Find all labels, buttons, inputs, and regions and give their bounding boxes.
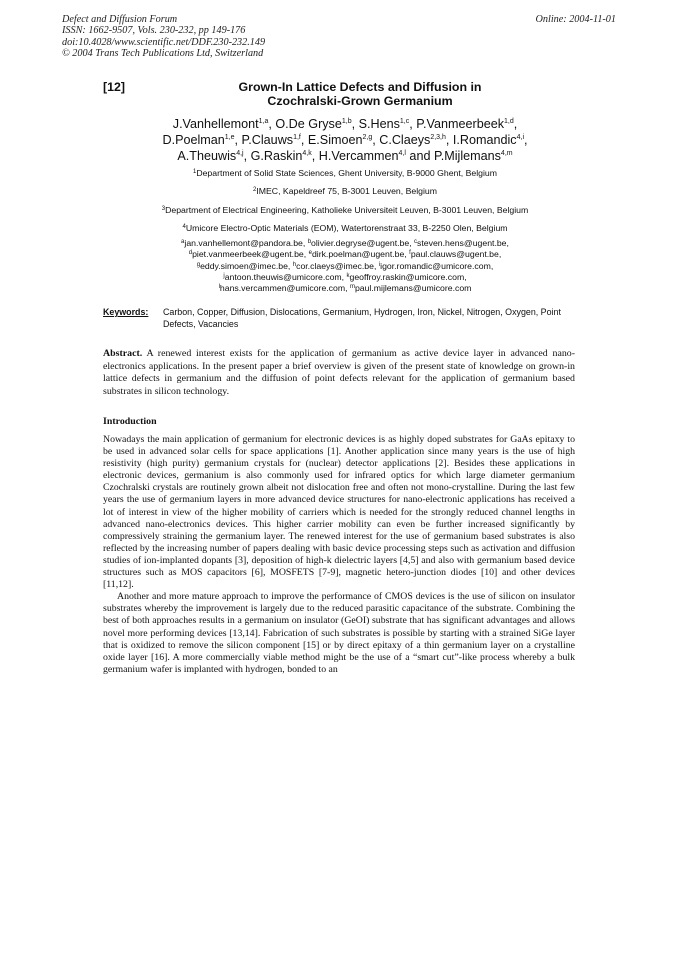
- author-name: E.Simoen: [307, 133, 363, 147]
- author-name: S.Hens: [358, 117, 400, 131]
- author-separator: ,: [311, 149, 319, 163]
- title-line-1: Grown-In Lattice Defects and Diffusion in: [238, 80, 482, 94]
- affil-text: IMEC, Kapeldreef 75, B-3001 Leuven, Belgium: [256, 186, 437, 197]
- keywords-label: Keywords:: [103, 307, 149, 317]
- email-separator: ,: [409, 238, 415, 248]
- author-affil-mark: 2,3,h: [430, 134, 446, 141]
- email-separator: ,: [490, 260, 494, 271]
- author-line-2: [90, 132, 600, 148]
- author-affil-mark: 1,d: [504, 118, 514, 125]
- email-separator: ,: [506, 238, 509, 248]
- affil-mark: 3: [161, 205, 166, 212]
- author-name: C.Claeys: [379, 133, 431, 147]
- email-mark: h: [292, 261, 297, 268]
- author-affil-mark: 4,m: [500, 150, 513, 157]
- journal-name: Defect and Diffusion Forum: [62, 14, 178, 25]
- email-address[interactable]: piet.vanmeerbeek@ugent.be: [192, 249, 304, 260]
- reference-number: [12]: [103, 80, 126, 94]
- email-separator: ,: [373, 260, 379, 271]
- journal-masthead: [62, 14, 265, 60]
- email-mark: a: [181, 239, 185, 245]
- author-separator: ,: [409, 117, 417, 131]
- email-mark: k: [346, 272, 350, 279]
- author-separator: ,: [268, 117, 276, 131]
- section-heading-introduction: Introduction: [103, 416, 157, 427]
- keywords-block: [103, 306, 593, 331]
- issn-line: ISSN: 1662-9507, Vols. 230-232, pp 149-176: [62, 25, 246, 37]
- author-separator: ,: [234, 133, 242, 147]
- email-mark: e: [308, 250, 312, 257]
- email-line-1: [80, 238, 610, 249]
- email-address[interactable]: olivier.degryse@ugent.be: [311, 238, 410, 248]
- author-affil-mark: 2,g: [362, 134, 373, 141]
- body-paragraph-2: Another and more mature approach to improve the performance of CMOS devices is the use of silicon on insulator substrates whereby the improvement is largely due to the reduced parasitic capacitance of the substrate. Combining the best of both approaches results in a germanium on insulator (GeOI) substrate that has significant advantages and allows novel more performing devices [13,14]. Fabrication of such substrates is possible by starting with a strained SiGe layer that is oxidized to remove the silicon component [15] or by direct epitaxy of a thin germanium layer on a crystalline oxide layer [16]. A more commercially viable method might be the use of a “smart cut”-like process whereby a bulk germanium wafer is implanted with hydrogen, bonded to an: [103, 591, 575, 675]
- email-address[interactable]: jan.vanhellemont@pandora.be: [184, 238, 303, 248]
- author-separator: ,: [513, 117, 518, 131]
- author-line-3: [90, 148, 600, 164]
- affil-mark: 2: [253, 187, 257, 194]
- email-separator: ,: [464, 271, 467, 282]
- email-address[interactable]: geoffroy.raskin@umicore.com: [349, 271, 465, 282]
- email-mark: f: [409, 250, 411, 257]
- author-separator: ,: [445, 133, 453, 147]
- email-separator: ,: [287, 260, 293, 271]
- paper-title: [150, 80, 570, 109]
- email-mark: i: [378, 261, 381, 268]
- email-separator: ,: [345, 283, 350, 294]
- author-affil-mark: 1,f: [293, 134, 301, 141]
- email-address[interactable]: dirk.poelman@ugent.be: [311, 249, 405, 260]
- author-affil-mark: 4,k: [302, 150, 312, 157]
- keywords-text: Carbon, Copper, Diffusion, Dislocations, Germanium, Hydrogen, Iron, Nickel, Nitrogen, Oxygen, Point Defects, Vacancies: [163, 307, 561, 330]
- author-name: I.Romandic: [452, 133, 517, 147]
- email-line-5: [80, 283, 610, 294]
- author-line-1: [90, 116, 600, 132]
- abstract-block: [103, 348, 575, 398]
- email-mark: l: [218, 284, 220, 291]
- abstract-text: A renewed interest exists for the application of germanium as active device layer in advanced nano-electronics applications. In the present paper a brief overview is given of the present state of knowledge on grown-in lattice defects in germanium and the diffusion of point defects relevant for the application of germanium based substrates in silicon technology.: [103, 348, 575, 397]
- author-separator: ,: [300, 133, 308, 147]
- author-name: J.Vanhellemont: [172, 117, 259, 131]
- author-name: P.Clauws: [241, 133, 294, 147]
- email-line-3: [80, 261, 610, 272]
- email-address[interactable]: antoon.theuwis@umicore.com: [224, 271, 342, 282]
- email-address[interactable]: cor.claeys@imec.be: [296, 260, 374, 271]
- author-name: A.Theuwis: [177, 149, 237, 163]
- author-affil-mark: 4,i: [516, 134, 525, 141]
- author-affil-mark: 1,e: [224, 134, 235, 141]
- affiliation-list: [80, 167, 610, 240]
- body-paragraph-1: Nowadays the main application of germanium for electronic devices is as highly doped substrates for GaAs epitaxy to be used in advanced solar cells for space applications [1]. Another application since many years is the use of high resistivity (high purity) germanium crystals for (nuclear) detector applications [2]. Besides these applications in electronic devices, germanium is also commonly used for infrared optics for which large diameter germanium Czochralski crystals are routinely grown albeit not dislocation free and often not mono-crystalline. During the last few years the use of germanium layers in more advanced device structures for nano-electronic applications has received a lot of interest in view of the higher mobility of carriers which is needed for the strongly reduced channel lengths in advanced nano-electronics devices. This higher carrier mobility can even be further increased significantly by compressively straining the germanium layer. The renewed interest for the use of germanium based substrates is also reflected by the increasing number of papers dealing with basic device processing steps such as activation and diffusion studies of ion-implanted dopants [3], deposition of high-k dielectric layers [4,5] and also with germanium based device structures such as MOS capacitors [6], MOSFETS [7-9], magnetic hetero-junction diodes [10] and other devices [11,12].: [103, 434, 575, 591]
- author-separator: and: [405, 149, 434, 163]
- email-separator: ,: [303, 249, 309, 260]
- email-address[interactable]: eddy.simoen@imec.be: [200, 260, 288, 271]
- email-separator: ,: [404, 249, 410, 260]
- email-separator: ,: [302, 238, 308, 248]
- email-address[interactable]: paul.clauws@ugent.be: [410, 249, 499, 260]
- author-separator: ,: [351, 117, 359, 131]
- doi-line: doi:10.4028/www.scientific.net/DDF.230-232.149: [62, 36, 266, 48]
- author-affil-mark: 1,a: [258, 118, 269, 125]
- email-mark: m: [349, 284, 355, 291]
- author-name: P.Mijlemans: [433, 149, 501, 163]
- affil-text: Department of Electrical Engineering, Katholieke Universiteit Leuven, B-3001 Leuven, Belgium: [165, 204, 529, 215]
- email-mark: g: [196, 261, 201, 268]
- email-line-2: [80, 249, 610, 260]
- affil-mark: 4: [182, 223, 186, 230]
- affil-text: Department of Solid State Sciences, Ghent University, B-9000 Ghent, Belgium: [196, 168, 498, 178]
- affiliation-2: [80, 185, 610, 203]
- email-address[interactable]: hans.vercammen@umicore.com: [219, 283, 346, 294]
- author-name: H.Vercammen: [318, 149, 399, 163]
- email-mark: c: [414, 239, 418, 245]
- author-list: [90, 116, 600, 164]
- affiliation-1: [80, 167, 610, 185]
- email-separator: ,: [341, 271, 347, 282]
- author-name: G.Raskin: [250, 149, 303, 163]
- author-affil-mark: 4,l: [398, 150, 406, 157]
- email-list: [80, 238, 610, 294]
- email-separator: ,: [498, 249, 502, 260]
- abstract-label: Abstract.: [103, 348, 143, 359]
- email-address[interactable]: paul.mijlemans@umicore.com: [354, 283, 472, 294]
- copyright-line: © 2004 Trans Tech Publications Ltd, Switzerland: [62, 48, 264, 60]
- title-line-2: Czochralski-Grown Germanium: [267, 94, 453, 109]
- email-line-4: [80, 272, 610, 283]
- author-separator: ,: [372, 133, 380, 147]
- email-address[interactable]: igor.romandic@umicore.com: [380, 260, 491, 271]
- author-name: O.De Gryse: [275, 117, 342, 131]
- affiliation-3: [80, 204, 610, 222]
- author-affil-mark: 1,b: [341, 118, 352, 125]
- email-mark: d: [188, 250, 193, 257]
- affil-mark: 1: [192, 169, 197, 175]
- email-mark: b: [307, 239, 312, 245]
- email-address[interactable]: steven.hens@ugent.be: [417, 238, 507, 248]
- author-separator: ,: [243, 149, 251, 163]
- email-mark: j: [223, 272, 225, 279]
- author-affil-mark: 4,j: [236, 150, 244, 157]
- author-affil-mark: 1,c: [399, 118, 410, 125]
- introduction-body: [103, 434, 575, 676]
- author-name: P.Vanmeerbeek: [416, 117, 504, 131]
- author-separator: ,: [524, 133, 528, 147]
- affil-text: Umicore Electro-Optic Materials (EOM), Watertorenstraat 33, B-2250 Olen, Belgium: [185, 222, 508, 233]
- author-name: D.Poelman: [162, 133, 225, 147]
- online-date: Online: 2004-11-01: [535, 14, 616, 25]
